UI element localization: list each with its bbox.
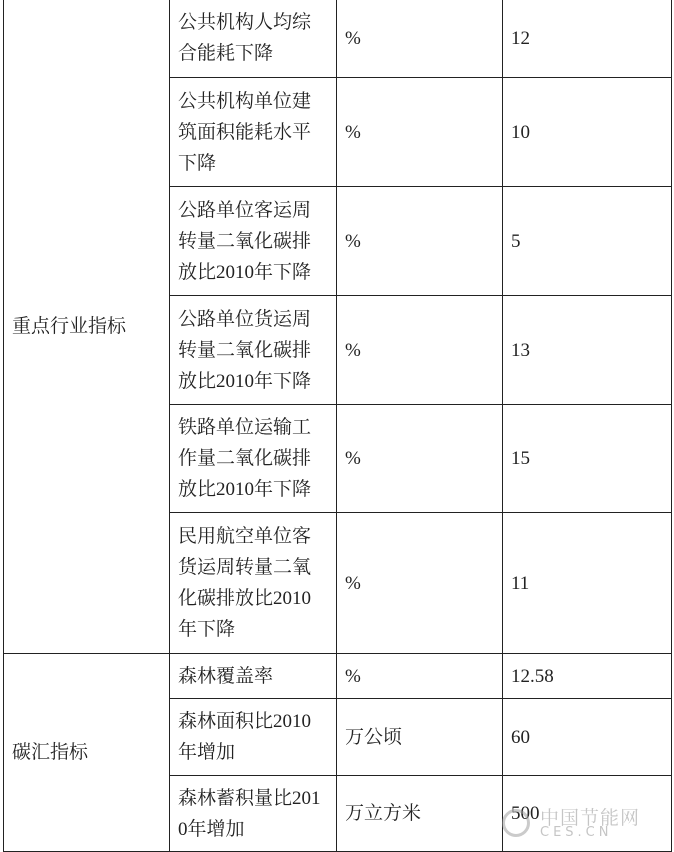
indicator-unit: 万公顷 [337,699,503,776]
group-label-carbon-sink: 碳汇指标 [4,654,170,852]
group-label-key-industry: 重点行业指标 [4,0,170,654]
indicator-name: 公路单位货运周转量二氧化碳排放比2010年下降 [170,296,337,405]
indicator-name: 铁路单位运输工作量二氧化碳排放比2010年下降 [170,405,337,513]
watermark-text: 中国节能网 [540,807,641,829]
indicator-value: 15 [503,405,672,513]
indicator-value: 10 [503,78,672,187]
indicator-unit: % [337,654,503,699]
indicator-unit: % [337,78,503,187]
indicator-value: 12 [503,0,672,78]
indicator-value: 13 [503,296,672,405]
indicator-name: 森林覆盖率 [170,654,337,699]
indicator-value: 5 [503,187,672,296]
indicator-value: 500 [503,776,672,852]
indicator-unit: % [337,296,503,405]
table-row [4,0,672,78]
indicator-name: 公共机构单位建筑面积能耗水平下降 [170,78,337,187]
indicator-unit: % [337,187,503,296]
indicator-value: 11 [503,513,672,654]
indicator-value: 12.58 [503,654,672,699]
indicator-unit: % [337,513,503,654]
indicator-name: 民用航空单位客货运周转量二氧化碳排放比2010年下降 [170,513,337,654]
indicator-unit: 万立方米 [337,776,503,852]
indicator-name: 公共机构人均综合能耗下降 [170,0,337,78]
indicator-name: 森林面积比2010年增加 [170,699,337,776]
indicator-unit: % [337,405,503,513]
indicator-table [3,0,672,852]
watermark-subtext: CES.CN [540,825,613,840]
indicator-value: 60 [503,699,672,776]
table-row [4,654,672,699]
indicator-unit: % [337,0,503,78]
indicator-name: 森林蓄积量比2010年增加 [170,776,337,852]
indicator-name: 公路单位客运周转量二氧化碳排放比2010年下降 [170,187,337,296]
